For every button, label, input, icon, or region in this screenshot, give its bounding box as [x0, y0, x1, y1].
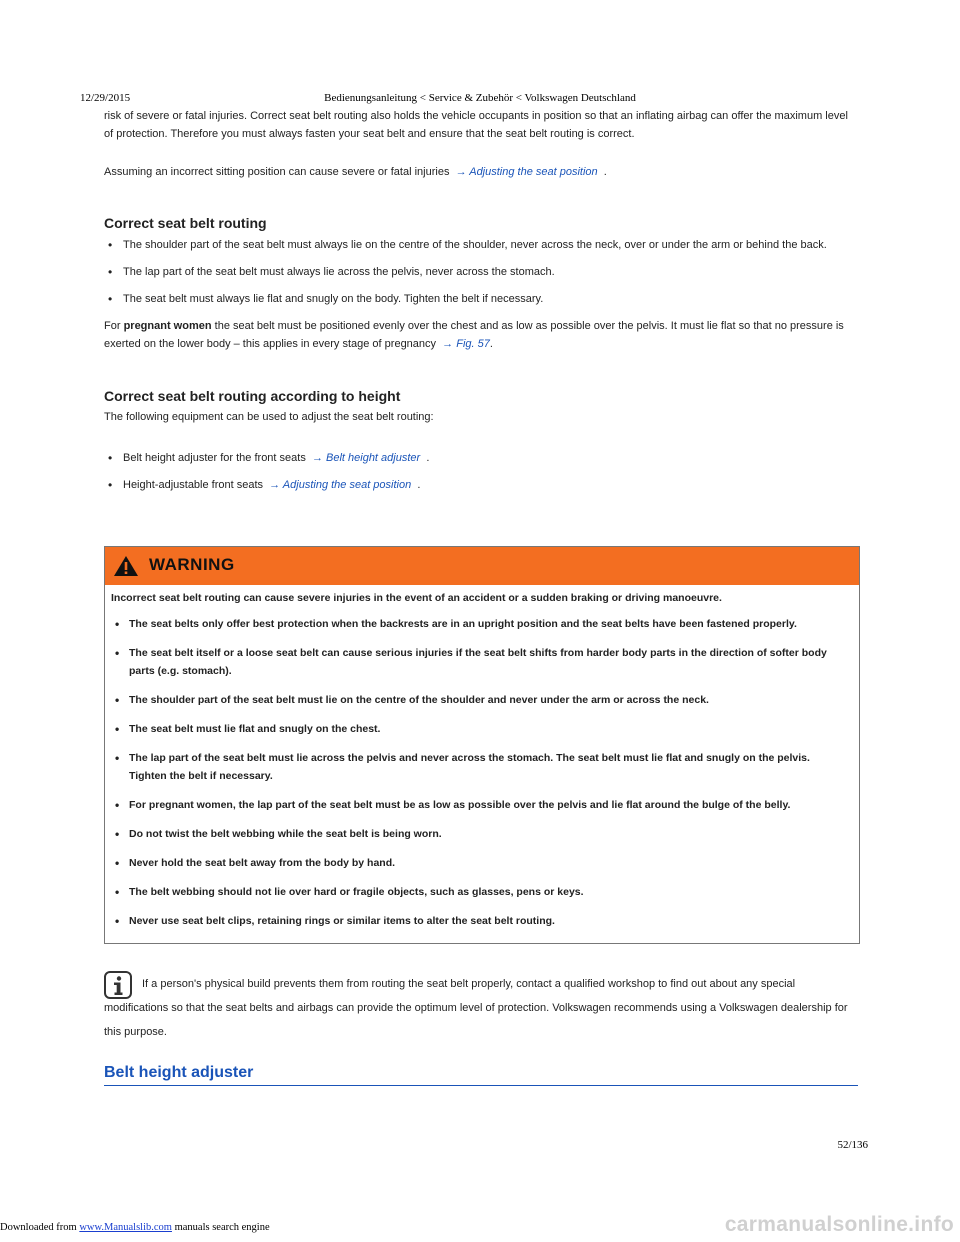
height-item-text: Height-adjustable front seats — [123, 479, 264, 491]
routing-item: • The shoulder part of the seat belt must always lie on the centre of the shoulder, never across the neck, over or under the arm or behind the back. — [104, 236, 860, 254]
sitting-position-text: Assuming an incorrect sitting position can cause severe or fatal injuries — [104, 166, 450, 178]
warning-item: • The lap part of the seat belt must lie across the pelvis and never across the stomach. The seat belt must lie flat and snugly on the pelvis. Tighten the belt if necessary. — [111, 749, 849, 785]
warning-header — [105, 547, 859, 585]
main-content — [104, 107, 860, 494]
header-date: 12/29/2015 — [80, 92, 131, 104]
adjusting-seat-position-link-2[interactable]: → Adjusting the seat position — [269, 479, 412, 491]
belt-height-adjuster-link[interactable]: → Belt height adjuster — [311, 452, 421, 464]
height-item — [104, 476, 860, 494]
adjusting-seat-position-link[interactable]: → Adjusting the seat position — [455, 166, 598, 178]
intro-paragraph: risk of severe or fatal injuries. Correct seat belt routing also holds the vehicle occupants in position so that an inflating airbag can offer the maximum level of protection. Therefore you must always fasten your seat belt and ensure that the seat belt routing is correct. — [104, 110, 848, 140]
warning-item: • For pregnant women, the lap part of the seat belt must be as low as possible over the pelvis and lie flat around the bulge of the belly. — [111, 796, 849, 814]
height-intro: The following equipment can be used to adjust the seat belt routing: — [104, 411, 434, 423]
warning-item: • The seat belts only offer best protection when the backrests are in an upright position and the seat belts have been fastened properly. — [111, 615, 849, 633]
pregnant-women-paragraph — [104, 317, 860, 353]
section-title-belt-height-adjuster: Belt height adjuster — [104, 1064, 858, 1086]
routing-list — [104, 236, 860, 308]
pregnant-end: . — [489, 338, 493, 350]
warning-item: • The belt webbing should not lie over hard or fragile objects, such as glasses, pens or keys. — [111, 883, 849, 901]
footer-suffix: manuals search engine — [174, 1222, 270, 1233]
footer — [0, 1222, 270, 1233]
height-item-end: . — [417, 479, 421, 491]
warning-item: • The seat belt must lie flat and snugly on the chest. — [111, 720, 849, 738]
routing-item: • The seat belt must always lie flat and snugly on the body. Tighten the belt if necessary. — [104, 290, 860, 308]
warning-body — [105, 585, 859, 930]
warning-title: WARNING — [149, 555, 235, 574]
warning-item: • Never hold the seat belt away from the body by hand. — [111, 854, 849, 872]
pregnant-post: the seat belt must be positioned evenly over the chest and as low as possible over the pelvis. It must lie flat so that no pressure is exerted on the lower body – this applies in every stage of pregnancy — [104, 320, 844, 350]
warning-item: • Never use seat belt clips, retaining rings or similar items to alter the seat belt routing. — [111, 912, 849, 930]
warning-item: • Do not twist the belt webbing while the seat belt is being worn. — [111, 825, 849, 843]
pregnant-women-bold: pregnant women — [123, 320, 212, 332]
routing-heading: Correct seat belt routing — [104, 215, 267, 231]
height-item — [104, 449, 860, 467]
warning-list — [111, 615, 849, 930]
page-number: 52/136 — [837, 1139, 868, 1151]
warning-box — [104, 546, 860, 944]
height-heading: Correct seat belt routing according to height — [104, 388, 401, 404]
routing-item: • The lap part of the seat belt must always lie across the pelvis, never across the stomach. — [104, 263, 860, 281]
height-list — [104, 449, 860, 494]
height-item-text: Belt height adjuster for the front seats — [123, 452, 306, 464]
warning-triangle-icon — [113, 555, 139, 577]
footer-prefix: Downloaded from — [0, 1222, 77, 1233]
sitting-position-paragraph — [104, 163, 860, 181]
manualslib-link[interactable]: www.Manualslib.com — [79, 1222, 172, 1233]
warning-item: • The shoulder part of the seat belt must lie on the centre of the shoulder and never under the arm or across the neck. — [111, 691, 849, 709]
watermark: carmanualsonline.info — [724, 1213, 954, 1236]
header-title: Bedienungsanleitung < Service & Zubehör < Volkswagen Deutschland — [324, 92, 636, 104]
sitting-position-end: . — [603, 166, 607, 178]
pregnant-pre: For — [104, 320, 121, 332]
warning-item: • The seat belt itself or a loose seat belt can cause serious injuries if the seat belt shifts from harder body parts in the direction of softer body parts (e.g. stomach). — [111, 644, 849, 680]
warning-intro: Incorrect seat belt routing can cause severe injuries in the event of an accident or a sudden braking or driving manoeuvre. — [111, 592, 722, 604]
fig-57-link[interactable]: → Fig. 57 — [442, 338, 490, 350]
height-item-end: . — [426, 452, 430, 464]
info-text: If a person's physical build prevents them from routing the seat belt properly, contact a qualified workshop to find out about any special modifications so that the seat belts and airbags can provide the optimum level of protection. Volkswagen recommends using a Volkswagen dealership for this purpose. — [104, 978, 848, 1038]
